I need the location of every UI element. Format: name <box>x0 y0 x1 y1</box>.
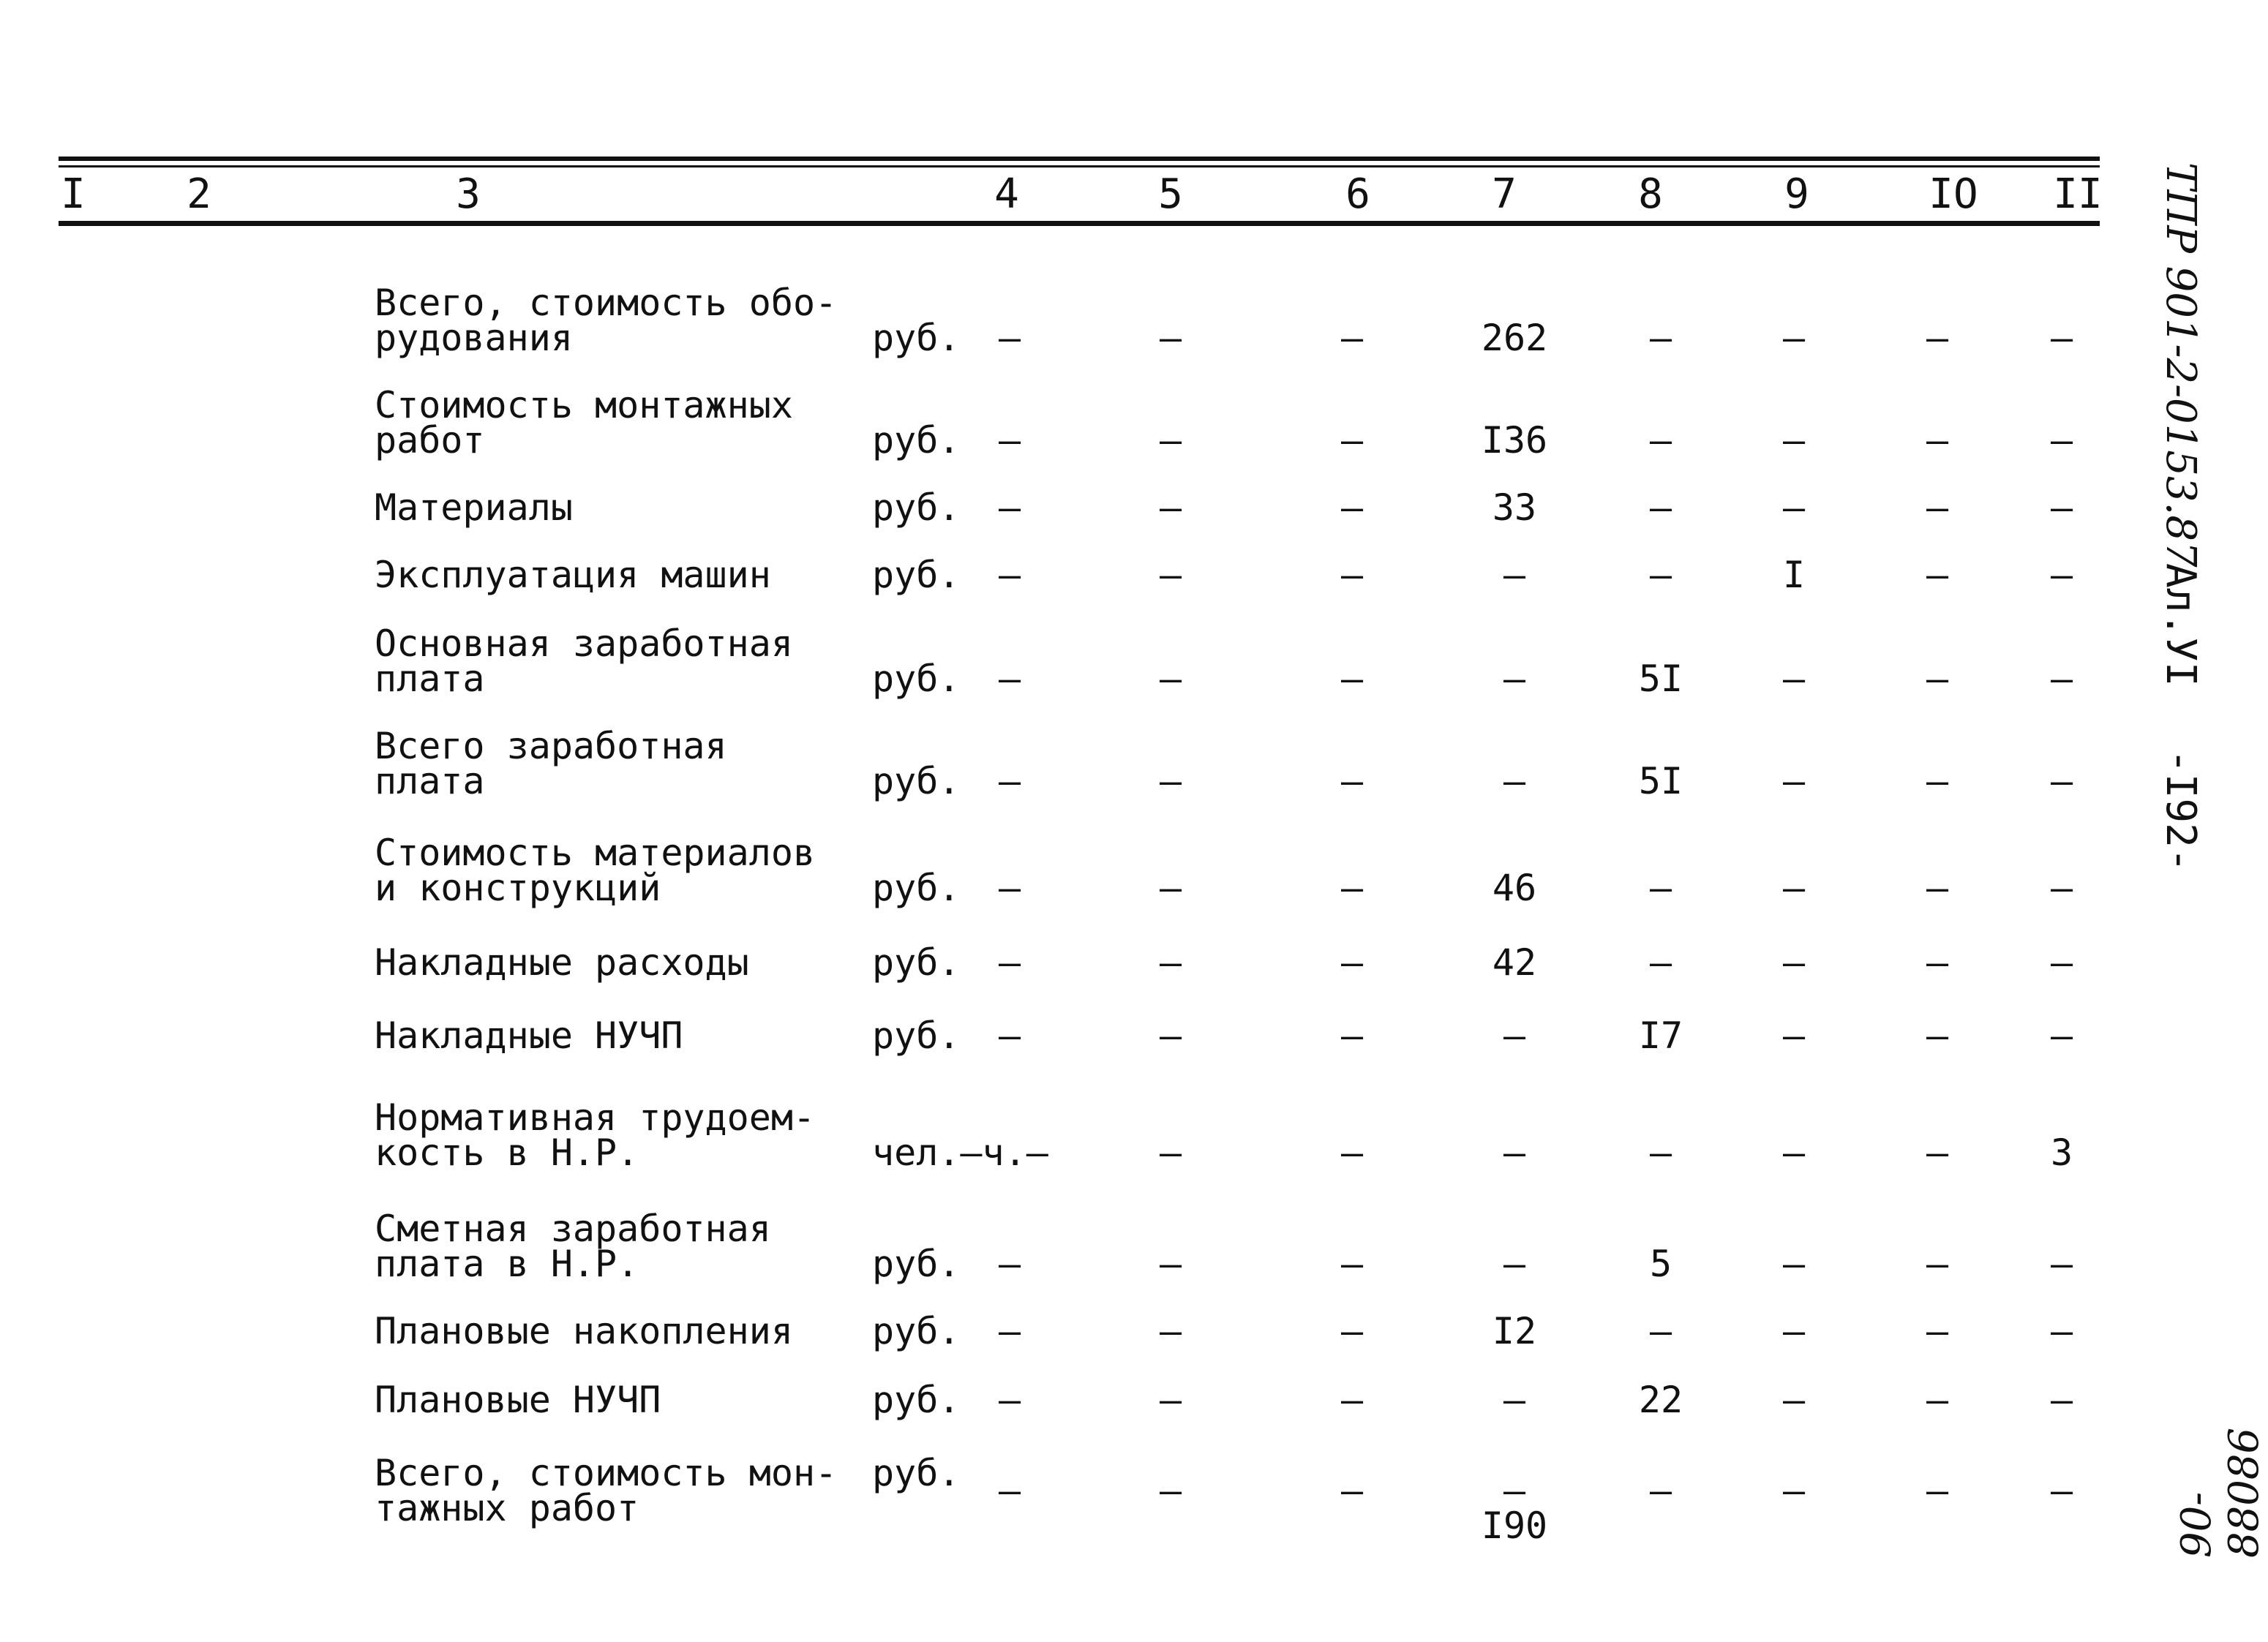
cell-c10: – <box>1926 658 1949 700</box>
cell-c6: – <box>1340 1379 1364 1421</box>
cell-c11: 3 <box>2050 1131 2073 1174</box>
cell-c5: – <box>1159 1379 1182 1421</box>
cell-c7: 262 <box>1481 317 1548 359</box>
cell-c7: – <box>1503 1014 1526 1057</box>
col-header-1: I <box>61 170 86 218</box>
cell-c5: – <box>1159 658 1182 700</box>
cell-c9: – <box>1782 1469 1806 1512</box>
header-separator-rule <box>59 221 2100 226</box>
cell-c11: – <box>2050 419 2073 462</box>
cell-c8: 22 <box>1638 1379 1683 1421</box>
inventory-number: 90-88086 <box>2173 1427 2268 1558</box>
cell-c5: – <box>1159 1014 1182 1057</box>
row-description: Стоимость материалов и конструкций <box>375 832 816 909</box>
cell-c8: I7 <box>1638 1014 1683 1057</box>
cell-c9: – <box>1782 1243 1806 1285</box>
cell-c7: – <box>1503 1243 1526 1285</box>
cell-c11: – <box>2050 1243 2073 1285</box>
page-number: -I92- <box>2157 749 2204 873</box>
cell-c8: – <box>1649 1469 1672 1512</box>
cell-c10: – <box>1926 941 1949 984</box>
cell-c10: – <box>1926 317 1949 359</box>
cell-c4: – <box>998 1243 1021 1285</box>
row-unit: руб. <box>872 867 961 909</box>
cell-c10: – <box>1926 867 1949 909</box>
cell-c6: – <box>1340 867 1364 909</box>
cell-c11: – <box>2050 658 2073 700</box>
cell-c10: – <box>1926 486 1949 529</box>
cell-c8: 5 <box>1649 1243 1672 1285</box>
col-header-5: 5 <box>1158 170 1183 218</box>
cell-c8: 5I <box>1638 760 1683 802</box>
row-description: Эксплуатация машин <box>375 554 771 596</box>
col-header-11: II <box>2053 170 2103 218</box>
cell-c7: – <box>1503 658 1526 700</box>
col-header-6: 6 <box>1345 170 1370 218</box>
cell-c6: – <box>1340 941 1364 984</box>
row-unit: руб. <box>872 1452 961 1494</box>
cell-c8: – <box>1649 317 1672 359</box>
table-top-rule-inner <box>59 165 2100 167</box>
row-unit: руб. <box>872 658 961 700</box>
cell-c10: – <box>1926 554 1949 596</box>
row-unit: руб. <box>872 419 961 462</box>
cell-c10: – <box>1926 1310 1949 1352</box>
cell-c9: – <box>1782 419 1806 462</box>
cell-c9: – <box>1782 1310 1806 1352</box>
row-description: Накладные НУЧП <box>375 1014 683 1057</box>
col-header-10: IO <box>1929 170 1978 218</box>
cell-c5: – <box>1159 486 1182 529</box>
row-description: Всего заработная плата <box>375 725 727 802</box>
cell-c7: 42 <box>1492 941 1537 984</box>
cell-c5: – <box>1159 760 1182 802</box>
cell-c10: – <box>1926 1243 1949 1285</box>
row-unit: руб. <box>872 317 961 359</box>
row-description: Основная заработная плата <box>375 622 793 700</box>
table-top-rule <box>59 157 2100 161</box>
cell-c11: – <box>2050 1379 2073 1421</box>
cell-c5: – <box>1159 1469 1182 1512</box>
cell-c6: – <box>1340 1243 1364 1285</box>
row-unit: руб. <box>872 941 961 984</box>
cell-c9: – <box>1782 486 1806 529</box>
cell-c5: – <box>1159 867 1182 909</box>
album-number: Ал.УI <box>2157 563 2204 687</box>
cell-c7: – <box>1503 1379 1526 1421</box>
cell-c4: – <box>998 1014 1021 1057</box>
cell-c6: – <box>1340 760 1364 802</box>
cell-c8: 5I <box>1638 658 1683 700</box>
cell-c9: – <box>1782 317 1806 359</box>
cell-c6: – <box>1340 658 1364 700</box>
cell-c11: – <box>2050 760 2073 802</box>
col-header-7: 7 <box>1492 170 1517 218</box>
cell-c4: – <box>998 941 1021 984</box>
cell-c5: – <box>1159 317 1182 359</box>
cell-c4: – <box>998 867 1021 909</box>
row-unit: руб. <box>872 760 961 802</box>
row-description: Материалы <box>375 486 573 529</box>
cell-c8: – <box>1649 1310 1672 1352</box>
cell-c4: – <box>998 317 1021 359</box>
cell-c5: – <box>1159 554 1182 596</box>
cell-c4: – <box>998 1469 1021 1512</box>
row-unit: руб. <box>872 1243 961 1285</box>
cell-c6: – <box>1340 486 1364 529</box>
col-header-4: 4 <box>994 170 1019 218</box>
col-header-2: 2 <box>187 170 211 218</box>
cell-c6: – <box>1340 419 1364 462</box>
cell-c8: – <box>1649 1131 1672 1174</box>
row-description: Накладные расходы <box>375 941 749 984</box>
cell-c7: 33 <box>1492 486 1537 529</box>
cell-c10: – <box>1926 1469 1949 1512</box>
cell-c5: – <box>1159 419 1182 462</box>
row-unit: руб. <box>872 554 961 596</box>
row-description: Всего, стоимость обо- рудования <box>375 282 838 359</box>
cell-c11: – <box>2050 554 2073 596</box>
cell-c4: – <box>998 1310 1021 1352</box>
cell-c11: – <box>2050 486 2073 529</box>
cell-c10: – <box>1926 1379 1949 1421</box>
cell-c8: – <box>1649 941 1672 984</box>
col-header-9: 9 <box>1784 170 1809 218</box>
cell-c6: – <box>1340 1014 1364 1057</box>
cell-c8: – <box>1649 867 1672 909</box>
cell-c5: – <box>1159 941 1182 984</box>
cell-c11: – <box>2050 1014 2073 1057</box>
cell-c4: – <box>998 486 1021 529</box>
cell-c7: – <box>1503 760 1526 802</box>
cell-c11: – <box>2050 1469 2073 1512</box>
cell-c7: – <box>1503 554 1526 596</box>
row-description: Стоимость монтажных работ <box>375 384 793 462</box>
cell-c7: I36 <box>1481 419 1548 462</box>
cell-c9: – <box>1782 941 1806 984</box>
cell-c5: – <box>1159 1131 1182 1174</box>
cell-c11: – <box>2050 941 2073 984</box>
cell-c9: I <box>1782 554 1806 596</box>
row-description: Плановые накопления <box>375 1310 793 1352</box>
cell-c7: – <box>1503 1131 1526 1174</box>
cell-c9: – <box>1782 1014 1806 1057</box>
cell-c10: – <box>1926 760 1949 802</box>
cell-c11: – <box>2050 867 2073 909</box>
cell-c7: 46 <box>1492 867 1537 909</box>
row-unit: руб. <box>872 1014 961 1057</box>
row-description: Плановые НУЧП <box>375 1379 661 1421</box>
cell-c10: – <box>1926 419 1949 462</box>
row-description: Нормативная трудоем- кость в Н.Р. <box>375 1096 816 1174</box>
document-code: ТПР 901-2-0153.87 <box>2157 162 2204 568</box>
cell-c6: – <box>1340 1131 1364 1174</box>
col-header-8: 8 <box>1638 170 1663 218</box>
cell-c6: – <box>1340 317 1364 359</box>
cell-c7: I2 <box>1492 1310 1537 1352</box>
cell-c6: – <box>1340 554 1364 596</box>
cell-c6: – <box>1340 1469 1364 1512</box>
cell-c5: – <box>1159 1310 1182 1352</box>
cell-c10: – <box>1926 1014 1949 1057</box>
cell-c6: – <box>1340 1310 1364 1352</box>
row-unit: руб. <box>872 1310 961 1352</box>
cell-c4: – <box>998 554 1021 596</box>
cell-c8: – <box>1649 486 1672 529</box>
cell-c8: – <box>1649 554 1672 596</box>
cell-c8: – <box>1649 419 1672 462</box>
row-unit: руб. <box>872 486 961 529</box>
cell-c4: – <box>998 1379 1021 1421</box>
cell-c9: – <box>1782 658 1806 700</box>
cell-c11: – <box>2050 317 2073 359</box>
cell-c9: – <box>1782 1379 1806 1421</box>
cell-c7: –I90 <box>1481 1469 1548 1547</box>
row-description: Всего, стоимость мон- тажных работ <box>375 1452 838 1529</box>
row-description: Сметная заработная плата в Н.Р. <box>375 1208 771 1285</box>
col-header-3: 3 <box>456 170 481 218</box>
cell-c9: – <box>1782 1131 1806 1174</box>
cell-c11: – <box>2050 1310 2073 1352</box>
cell-c4: – <box>998 658 1021 700</box>
cell-c10: – <box>1926 1131 1949 1174</box>
row-unit: руб. <box>872 1379 961 1421</box>
cell-c9: – <box>1782 867 1806 909</box>
row-unit: чел.–ч.– <box>872 1131 1048 1174</box>
cell-c4: – <box>998 760 1021 802</box>
cell-c4: – <box>998 419 1021 462</box>
cell-c9: – <box>1782 760 1806 802</box>
cell-c5: – <box>1159 1243 1182 1285</box>
